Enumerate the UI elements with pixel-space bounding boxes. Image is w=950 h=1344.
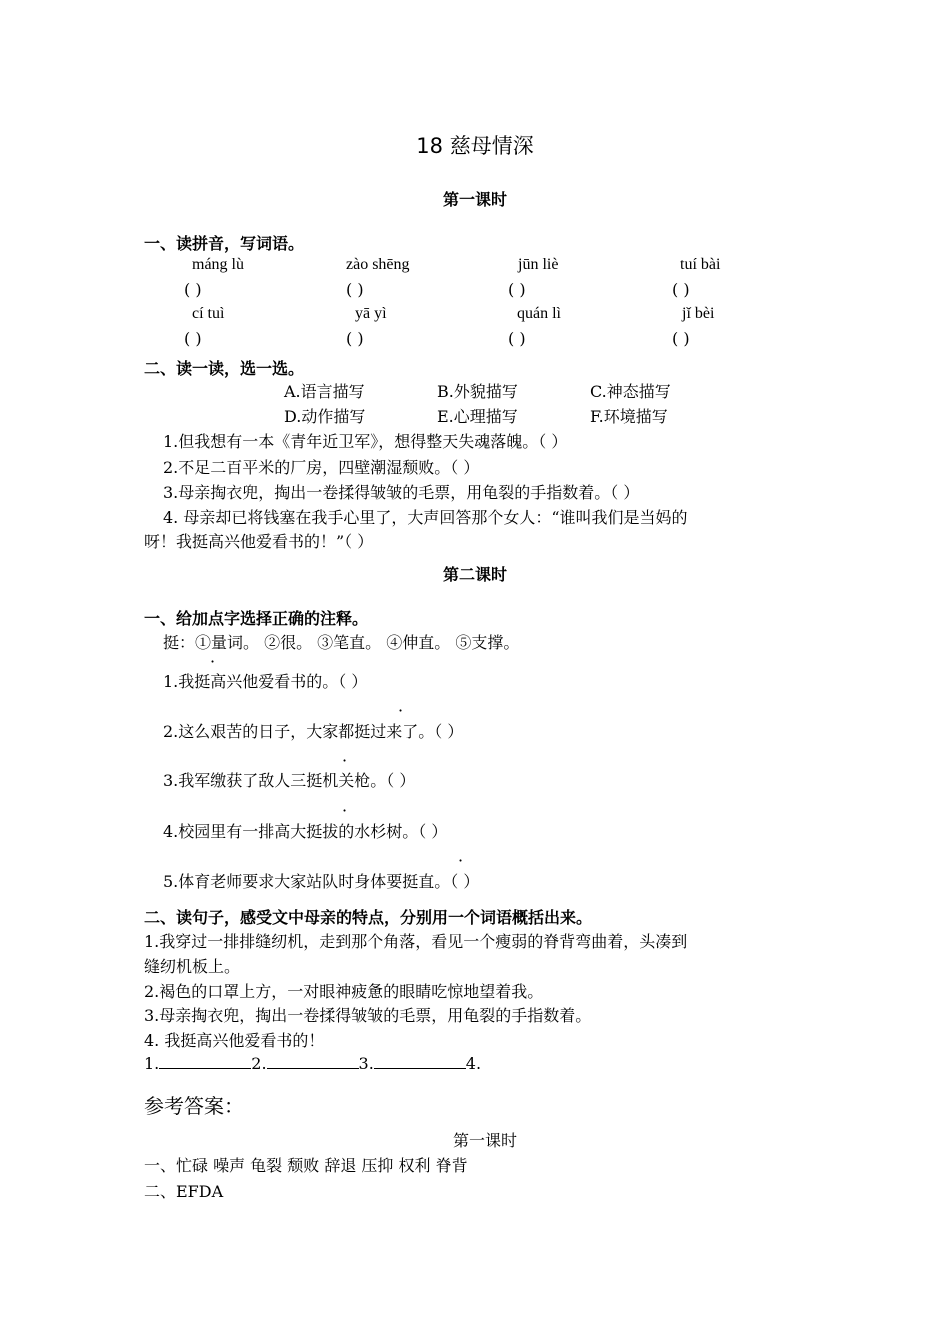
question-item: 1.我挺高兴他爱看书的。（ ） (163, 672, 368, 691)
blank-label: 2. (251, 1054, 267, 1073)
answers-heading: 参考答案： (144, 1094, 244, 1118)
pinyin-item: máng lù (192, 256, 244, 273)
option-label: F.环境描写 (590, 407, 668, 426)
option-label: B.外貌描写 (437, 382, 518, 401)
option-label: C.神态描写 (590, 382, 671, 401)
answer-blank[interactable] (374, 1054, 466, 1069)
answer-blank[interactable]: ( ) (346, 329, 364, 348)
question-item: 3.母亲掏衣兜，掏出一卷揉得皱皱的毛票，用龟裂的手指数着。（ ） (163, 483, 640, 502)
emphasis-dot: · (458, 851, 464, 870)
question-item: 4.校园里有一排高大挺拔的水杉树。（ ） (163, 822, 448, 841)
blank-label: 1. (144, 1054, 160, 1073)
lesson2-section1-heading: 一、给加点字选择正确的注释。 (144, 609, 369, 628)
sentence-line: 2.褐色的口罩上方，一对眼神疲惫的眼睛吃惊地望着我。 (144, 982, 544, 1001)
pinyin-item: jǐ bèi (682, 305, 715, 322)
lesson1-section2-heading: 二、读一读，选一选。 (144, 359, 305, 378)
answer-blank[interactable]: ( ) (184, 280, 202, 299)
emphasis-dot: · (398, 701, 404, 720)
question-item: 4. 母亲却已将钱塞在我手心里了，大声回答那个女人：“谁叫我们是当妈的 (163, 508, 688, 527)
answer-blanks-row (144, 1054, 481, 1073)
pinyin-item: cí tuì (192, 305, 225, 322)
answer-blank[interactable]: ( ) (672, 280, 690, 299)
sentence-line: 1.我穿过一排排缝纫机，走到那个角落，看见一个瘦弱的脊背弯曲着，头凑到 (144, 932, 688, 951)
question-item: 2.这么艰苦的日子，大家都挺过来了。（ ） (163, 722, 464, 741)
sentence-line: 3.母亲掏衣兜，掏出一卷揉得皱皱的毛票，用龟裂的手指数着。 (144, 1006, 592, 1025)
pinyin-item: quán lì (517, 305, 561, 322)
answer-blank[interactable] (159, 1054, 251, 1069)
answer-blank[interactable]: ( ) (184, 329, 202, 348)
lesson1-section1-heading: 一、读拼音，写词语。 (144, 234, 305, 253)
answer-line: 一、忙碌 噪声 龟裂 颓败 辞退 压抑 权利 脊背 (144, 1156, 468, 1175)
answer-blank[interactable] (267, 1054, 359, 1069)
question-item: 5.体育老师要求大家站队时身体要挺直。（ ） (163, 872, 480, 891)
sentence-line: 缝纫机板上。 (144, 957, 241, 976)
page-title: 18 慈母情深 (416, 134, 534, 158)
answer-blank[interactable]: ( ) (346, 280, 364, 299)
answer-blank[interactable]: ( ) (508, 329, 526, 348)
answers-lesson1-heading: 第一课时 (452, 1131, 517, 1150)
sentence-line: 4. 我挺高兴他爱看书的！ (144, 1031, 325, 1050)
question-item: 呀！我挺高兴他爱看书的！”（ ） (144, 532, 374, 551)
lesson2-section2-heading: 二、读句子，感受文中母亲的特点，分别用一个词语概括出来。 (144, 908, 593, 927)
answer-blank[interactable]: ( ) (672, 329, 690, 348)
emphasis-dot: · (210, 652, 216, 671)
emphasis-dot: · (342, 801, 348, 820)
pinyin-item: tuí bài (680, 256, 721, 273)
question-item: 3.我军缴获了敌人三挺机关枪。（ ） (163, 771, 416, 790)
blank-label: 3. (358, 1054, 374, 1073)
lesson1-heading: 第一课时 (442, 190, 507, 209)
word-meanings: 挺：①量词。 ②很。 ③笔直。 ④伸直。 ⑤支撑。 (163, 633, 520, 652)
option-label: D.动作描写 (284, 407, 366, 426)
pinyin-item: yā yì (355, 305, 387, 322)
answer-line: 二、EFDA (144, 1182, 224, 1201)
blank-label: 4. (465, 1054, 482, 1073)
question-item: 1.但我想有一本《青年近卫军》，想得整天失魂落魄。（ ） (163, 432, 568, 451)
answer-blank[interactable]: ( ) (508, 280, 526, 299)
option-label: E.心理描写 (437, 407, 518, 426)
lesson2-heading: 第二课时 (442, 565, 507, 584)
emphasis-dot: · (342, 751, 348, 770)
option-label: A.语言描写 (284, 382, 365, 401)
pinyin-item: jūn liè (518, 256, 559, 273)
pinyin-item: zào shēng (346, 256, 410, 273)
question-item: 2.不足二百平米的厂房，四壁潮湿颓败。（ ） (163, 458, 480, 477)
